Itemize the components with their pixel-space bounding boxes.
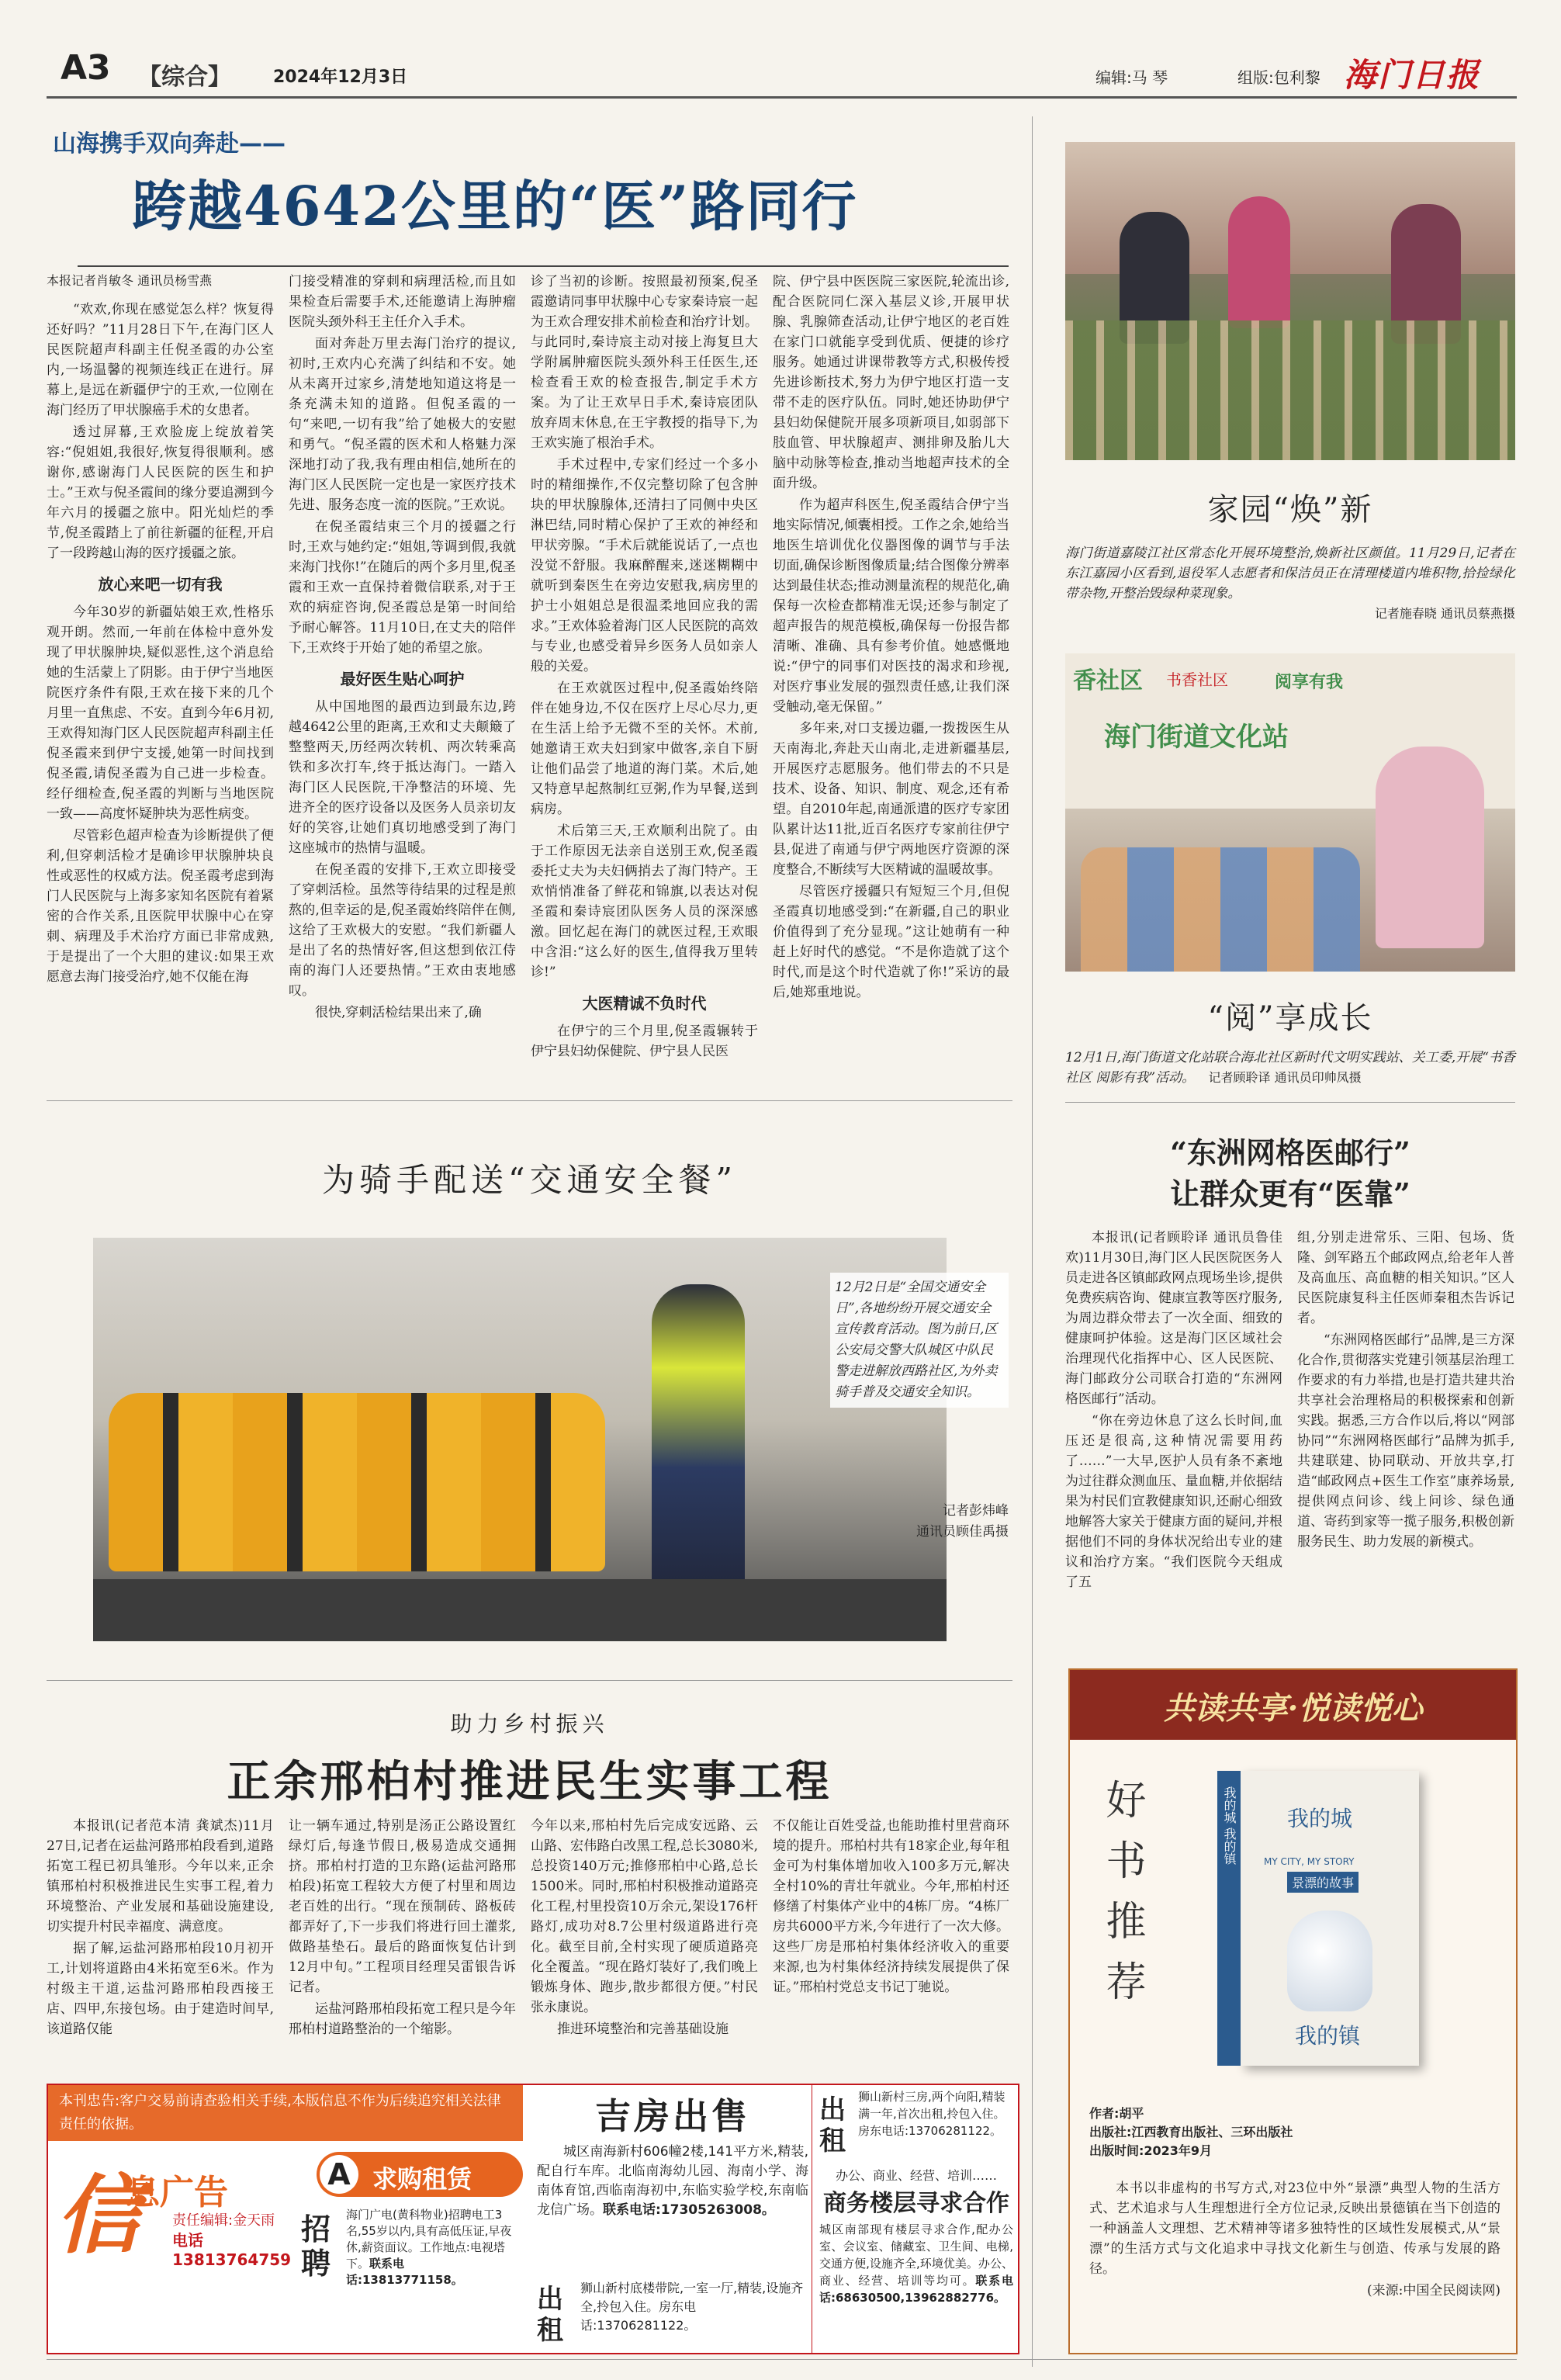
rent-ad-1-zu: 租 [819,2125,846,2157]
post-paragraph: 本报讯(记者顾聆译 通讯员鲁佳欢)11月30日,海门区人民医院医务人员走进各区镇邮政网点现场坐诊,提供免费疾病咨询、健康宣教等医疗服务,为周边群众带去了一次全面、细致的健康呵护体验。这是海门区区域社会治理现代化指挥中心、区人民医院、海门邮政分公司联合打造的“东洲网格医邮行”活动。 [1065,1230,1282,1407]
post-title-2: 让群众更有“医靠” [1170,1176,1410,1211]
section-label: 【综合】 [138,64,231,91]
vertical-divider [1032,116,1033,2367]
book-cover-title-top: 我的城 [1287,1806,1353,1831]
lead-col-4 [773,272,1009,1004]
book-cover-en: MY CITY, MY STORY [1264,1856,1355,1867]
home-caption-text: 海门街道嘉陵江社区常态化开展环境整治,焕新社区颜值。11月29日,记者在东江嘉园小区看到,退役军人志愿者和保洁员正在清理楼道内堆积物,拾捡绿化带杂物,开整治毁绿种菜现象。 [1065,546,1515,601]
traffic-rule-top [47,1100,1012,1101]
ads-block [47,2084,1019,2354]
rent-badge-title: 求购租赁 [372,2164,472,2194]
book-banner [1070,1670,1516,1740]
house-sale-ad [537,2088,808,2267]
village-paragraph: 推进环境整治和完善基础设施 [557,2021,729,2037]
post-title-1: “东洲网格医邮行” [1170,1135,1410,1170]
lead-headline-block [47,116,1010,279]
header-rule [47,96,1517,99]
traffic-photo [93,1238,947,1641]
lead-subhead-1: 放心来吧一切有我 [98,575,223,594]
book-author: 作者:胡平 [1089,2106,1144,2121]
reading-photo [1065,653,1515,972]
home-caption [1065,543,1515,624]
book-meta [1089,2105,1500,2160]
newspaper-logo: 海门日报 [1344,56,1481,94]
village-paragraph: 本报讯(记者范本清 龚斌杰)11月27日,记者在运盐河路邢柏段看到,道路拓宽工程已初具雏形。今年以来,正余镇邢柏村积极推进民生实事工程,着力环境整治、产业发展和基础设施建设,切实提升村民幸福度、满意度。 [47,1818,274,1935]
reading-photo-kids [1081,847,1360,972]
ads-brand [48,2147,312,2269]
village-paragraph: 不仅能让百姓受益,也能助推村里营商环境的提升。邢柏村共有18家企业,每年租金可为村集体增加收入100多万元,解决全村10%的青壮年就业。今年,邢柏村还修缮了村集体产业中的4栋厂房。“4栋厂房共6000平方米,今年进行了一次大修。这些厂房是邢柏村集体经济收入的重要来源,也为村集体经济持续发展提供了保证。”邢柏村党总支书记丁驰说。 [773,1818,1009,1995]
book-source: (来源:中国全民阅读网) [1367,2283,1500,2299]
rent-ad-1-chu: 出 [819,2094,846,2125]
ads-notice: 本刊忠告:客户交易前请查验相关手续,本版信息不作为后续追究相关法律责任的依据。 [48,2085,523,2141]
hiring-zhao: 招 [301,2212,331,2247]
hiring-phone: 联系电话:13813771158。 [346,2257,463,2287]
traffic-caption [830,1273,1009,1543]
traffic-caption-text: 12月2日是“全国交通安全日”,各地纷纷开展交通安全宣传教育活动。图为前日,区公安局交警大队城区中队民警走进解放西路社区,为外卖骑手普及交通安全知识。 [830,1273,1009,1408]
right-col-rule [1065,1102,1515,1103]
lead-paragraph: 多年来,对口支援边疆,一拨拨医生从天南海北,奔赴天山南北,走进新疆基层,开展医疗志愿服务。他们带去的不只是技术、设备、知识、制度、观念,还有希望。自2010年起,南通派遣的医疗专家团队累计达11批,近百名医疗专家前往伊宁县,促进了南通与伊宁两地医疗资源的深度整合,不断续写大医精诚的温暖故事。 [773,721,1009,878]
lead-paragraph: 今年30岁的新疆姑娘王欢,性格乐观开朗。然而,一年前在体检中意外发现了甲状腺肿块,疑似恶性,这个消息给她的生活蒙上了阴影。由于伊宁当地医院医疗条件有限,王欢在接下来的几个月里一直焦虑、不安。直到今年6月初,王欢得知海门区人民医院超声科副主任倪圣霞来到伊宁支援,她第一时间找到倪圣霞,请倪圣霞为自己进一步检查。经仔细检查,倪圣霞的判断与当地医院一致——高度怀疑肿块为恶性病变。 [47,605,274,822]
rent-ad-2-chu: 出 [537,2284,563,2315]
home-photo [1065,142,1515,460]
post-col-1 [1065,1228,1282,1594]
post-paragraph: “东洲网格医邮行”品牌,是三方深化合作,贯彻落实党建引领基层治理工作要求的有力举措,也是打造共建共治共享社会治理格局的积极探索和创新实践。据悉,三方合作以后,将以“网部协同”“东洲网格医邮行”品牌为抓手,共建联建、协同联动、开放共享,打造“邮政网点+医生工作室”康养场景,提供网点问诊、线上问诊、绿色通道、寄药到家等一揽子服务,积极创新服务民生、助力发展的新模式。 [1297,1332,1514,1550]
lead-subhead-3: 大医精诚不负时代 [582,994,707,1013]
book-recommend-label: 好书推荐 [1099,1779,1145,2021]
village-paragraph: 让一辆车通过,特别是汤正公路设置红绿灯后,每逢节假日,极易造成交通拥挤。邢柏村打造的卫东路(运盐河路邢柏段)拓宽工程较大方便了村里和周边老百姓的出行。“现在预制砖、路板砖都弄好了,下一步我们将进行回土灌浆,做路基垫石。最后的路面恢复估计到12月中旬。”工程项目经理吴雷银告诉记者。 [289,1818,516,1995]
village-col-1 [47,1816,274,2041]
traffic-rule-bottom [47,1680,1012,1681]
lead-paragraph: 作为超声科医生,倪圣霞结合伊宁当地实际情况,倾囊相授。工作之余,她给当地医生培训优化仪器图像的调节与手法切面,确保诊断图像质量;结合图像分辨率达到最佳状态;推动测量流程的规范化,确保每一次检查都精准无误;还参与制定了超声报告的规范模板,确保每一份报告都清晰、准确、具有参考价值。她感慨地说:“伊宁的同事们对医技的渴求和珍视,对医疗事业发展的强烈责任感,让我们深受触动,毫无保留。” [773,497,1009,715]
traffic-title: 为骑手配送“交通安全餐” [322,1161,737,1199]
book-desc [1089,2178,1500,2301]
house-sale-body [537,2143,808,2220]
traffic-photo-floor [93,1579,947,1641]
lead-kicker: 山海携手双向奔赴—— [53,130,286,158]
rent-ad-1 [819,2088,1013,2158]
lead-title-rule [78,265,1009,267]
book-spine-text: 我的城 我的镇 [1222,1786,1237,1866]
book-banner-text: 共读共享·悦读悦心 [1163,1690,1423,1727]
lead-byline: 本报记者肖敏冬 通讯员杨雪燕 [47,273,213,288]
reading-credit: 记者顾聆译 通讯员印帅凤摄 [1208,1070,1362,1085]
house-sale-title: 吉房出售 [595,2095,750,2137]
book-spine [1217,1771,1241,2066]
footer-rule [47,2359,1517,2360]
village-col-3 [531,1816,758,2041]
book-publisher: 出版社:江西教育出版社、三环出版社 [1089,2125,1293,2139]
lead-paragraph: 术后第三天,王欢顺利出院了。由于工作原因无法亲自送别王欢,倪圣霞委托丈夫为夫妇俩捎去了海门特产。王欢悄悄准备了鲜花和锦旗,以表达对倪圣霞和秦诗宸团队医务人员的深深感激。回忆起在海门的就医过程,王欢眼中含泪:“这么好的医生,值得我万里转诊!” [531,823,758,980]
layout-credit: 组版:包利黎 [1237,68,1320,87]
lead-subhead-2: 最好医生贴心呵护 [340,670,465,688]
issue-date: 2024年12月3日 [273,68,408,87]
ads-phone: 电话13813764759 [172,2231,292,2269]
reading-sign-2: 书香社区 [1166,670,1228,689]
book-cover-vase [1287,1911,1372,2011]
office-phone: 联系电话:68630500,13962882776。 [819,2274,1013,2305]
traffic-credit-1: 记者彭炜峰 [943,1503,1009,1519]
village-paragraph: 据了解,运盐河路邢柏段10月初开工,计划将道路由4米拓宽至6米。作为村级主干道,运盐河路邢柏段西接王店、四甲,东接包场。由于建造时间早,该道路仅能 [47,1941,274,2037]
ads-editor: 责任编辑:金天雨 [172,2212,275,2229]
home-photo-fence [1065,320,1515,460]
ads-brand-rest: 息广告 [126,2173,228,2212]
lead-paragraph: 在倪圣霞结束三个月的援疆之行时,王欢与她约定:“姐姐,等调到假,我就来海门找你!”在随后的两个多月里,倪圣霞和王欢一直保持着微信联系,对于王欢的病症咨询,倪圣霞总是第一时间给予耐心解答。11月10日,在丈夫的陪伴下,王欢终于开始了她的希望之旅。 [289,519,516,656]
reading-title: “阅”享成长 [1207,1000,1373,1036]
rent-ad-2 [537,2278,808,2347]
lead-paragraph: 透过屏幕,王欢脸庞上绽放着笑容:“倪姐姐,我很好,恢复得很顺利。感谢你,感谢海门人民医院的医生和护士。”王欢与倪圣霞间的缘分要追溯到今年六月的援疆之旅中。阳光灿烂的季节,倪圣霞踏上了前往新疆的征程,开启了一段跨越山海的医疗援疆之旅。 [47,424,274,561]
reading-caption [1065,1048,1515,1088]
lead-col-2 [289,272,516,1024]
rent-ad-2-text: 狮山新村底楼带院,一室一厅,精装,设施齐全,拎包入住。房东电话:13706281122。 [580,2281,804,2333]
hiring-body [346,2207,520,2288]
home-photo-person [1228,196,1290,328]
reading-sign-3: 海门街道文化站 [1104,722,1289,753]
lead-col-3 [531,272,758,1063]
village-paragraph: 运盐河路邢柏段拓宽工程只是今年邢柏村道路整治的一个缩影。 [289,2001,516,2037]
lead-col-1 [47,272,274,989]
book-cover-sub: 景漂的故事 [1287,1872,1359,1893]
lead-paragraph: 手术过程中,专家们经过一个多小时的精细操作,不仅完整切除了包含肿块的甲状腺腺体,还清扫了同侧中央区淋巴结,同时精心保护了王欢的神经和甲状旁腺。“手术后就能说话了,一点也没觉不舒服。我麻醉醒来,迷迷糊糊中就听到秦医生在旁边安慰我,病房里的护士小姐姐总是很温柔地回应我的需求。”王欢体验着海门区人民医院的高效与专业,也感受着异乡医务人员如亲人般的关爱。 [531,457,758,674]
reading-sign-4: 阅享有我 [1275,672,1344,692]
hiring-pin: 聘 [301,2246,331,2281]
book-cover [1222,1771,1419,2066]
post-col-2 [1297,1228,1514,1554]
office-ad [819,2166,1013,2348]
home-credit: 记者施春晓 通讯员蔡燕摄 [1374,606,1515,621]
hiring-ad [296,2205,523,2345]
village-col-2 [289,1816,516,2041]
office-body [819,2221,1013,2306]
village-paragraph: 今年以来,邢柏村先后完成安远路、云山路、宏伟路白改黑工程,总长3080米,总投资140万元;推修邢柏中心路,总长1500米。同时,邢柏村积极推动道路亮化工程,村里投资10万余元,架设176杆路灯,成功对8.7公里村级道路进行亮化。截至目前,全村实现了硬质道路亮化全覆盖。“现在路灯装好了,我们晚上锻炼身体、跑步,散步都很方便。”村民张永康说。 [531,1818,758,2015]
lead-paragraph: 很快,穿刺活检结果出来了,确 [315,1005,482,1020]
traffic-photo-officer [652,1284,745,1618]
office-kicker: 办公、商业、经营、培训…… [835,2168,997,2183]
lead-paragraph: 在王欢就医过程中,倪圣霞始终陪伴在她身边,不仅在医疗上尽心尽力,更在生活上给予无微不至的关怀。术前,她邀请王欢夫妇到家中做客,亲自下厨让他们品尝了地道的海门菜。术后,她又特意早起熬制红豆粥,作为早餐,送到病房。 [531,681,758,817]
book-desc-text: 本书以非虚构的书写方式,对23位中外“景漂”典型人物的生活方式、艺术追求与人生理想进行全方位记录,反映出景德镇在当下创造的一种涵盖人文理想、艺术精神等诸多独特性的区域性发展模式,从“景漂”的生活方式与文化追求中寻找文化新生与创造、传承与发展的路径。 [1089,2181,1500,2277]
house-sale-text: 城区南海新村606幢2楼,141平方米,精装,配自行车库。北临南海幼儿园、海南小学、海南体育馆,西临南海初中,东临实验学校,东南临龙信广场。 [537,2144,808,2218]
lead-paragraph: 院、伊宁县中医医院三家医院,轮流出诊,配合医院同仁深入基层义诊,开展甲状腺、乳腺筛查活动,让伊宁地区的老百姓在家门口就能享受到优质、便捷的诊疗服务。她通过讲课带教等方式,积极传授先进诊断技术,努力为伊宁地区打造一支带不走的医疗队伍。同时,她还协助伊宁县妇幼保健院开展多项新项目,如弱部下肢血管、甲状腺超声、测排卵及胎儿大脑中动脉等检查,推动当地超声技术的全面升级。 [773,274,1009,491]
lead-paragraph: 面对奔赴万里去海门治疗的提议,初时,王欢内心充满了纠结和不安。她从未离开过家乡,清楚地知道这将是一条充满未知的道路。但倪圣霞的一句“来吧,一切有我”给了她极大的安慰和勇气。“倪圣霞的医术和人格魅力深深地打动了我,我有理由相信,她所在的海门区人民医院一定也是一家医疗技术先进、服务态度一流的医院。”王欢说。 [289,336,516,513]
office-text: 城区南部现有楼层寻求合作,配办公室、会议室、储藏室、卫生间、电梯,交通方便,设施齐全,环境优美。办公、商业、经营、培训等均可。 [819,2222,1013,2288]
reading-sign [1073,661,1383,793]
reading-photo-person [1376,747,1484,948]
house-sale-phone: 联系电话:17305263008。 [603,2202,775,2218]
lead-paragraph: “欢欢,你现在感觉怎么样？恢复得还好吗？”11月28日下午,在海门区人民医院超声科副主任倪圣霞的办公室内,一场温馨的视频连线正在进行。屏幕上,是远在新疆伊宁的王欢,一位刚在海门经历了甲状腺癌手术的女患者。 [47,302,274,418]
hiring-text: 海门广电(黄科物业)招聘电工3名,55岁以内,具有高低压证,早夜休,薪资面议。工作地点:电视塔下。 [346,2208,512,2271]
rent-ad-1-text: 狮山新村三房,两个向阳,精装满一年,首次出租,拎包入住。房东电话:13706281122。 [858,2090,1005,2138]
book-pubdate: 出版时间:2023年9月 [1089,2143,1213,2158]
post-paragraph: 组,分别走进常乐、三阳、包场、货隆、剑军路五个邮政网点,给老年人普及高血压、高血糖的相关知识。”区人民医院康复科主任医师秦租杰告诉记者。 [1297,1230,1514,1326]
office-title: 商务楼层寻求合作 [823,2190,1009,2217]
ads-brand-xin: 信 [56,2165,141,2265]
village-kicker: 助力乡村振兴 [450,1711,609,1737]
village-title: 正余邢柏村推进民生实事工程 [227,1756,832,1807]
page-header [47,48,1521,95]
home-title: 家园“焕”新 [1207,492,1373,528]
rent-badge-letter: A [320,2155,358,2194]
lead-title: 跨越4642公里的“医”路同行 [132,174,858,238]
lead-paragraph: 尽管彩色超声检查为诊断提供了便利,但穿刺活检才是确诊甲状腺肿块良性或恶性的权威方法。倪圣霞考虑到海门人民医院与上海多家知名医院有着紧密的合作关系,且医院甲状腺中心在穿刺、病理及手术治疗方面已非常成熟,于是提出了一个大胆的建议:如果王欢愿意去海门接受治疗,她不仅能在海 [47,828,274,985]
rent-ad-2-zu: 租 [537,2315,563,2346]
traffic-photo-riders [109,1393,605,1571]
book-box [1068,1668,1518,2354]
traffic-credit-2: 通讯员顾佳禹摄 [916,1524,1009,1540]
lead-paragraph: 在伊宁的三个月里,倪圣霞辗转于伊宁县妇幼保健院、伊宁县人民医 [531,1024,758,1059]
book-cover-title-bottom: 我的镇 [1295,2023,1361,2049]
lead-paragraph: 从中国地图的最西边到最东边,跨越4642公里的距离,王欢和丈夫颠簸了整整两天,历经两次转机、两次转乘高铁和多次打车,终于抵达海门。一踏入海门区人民医院,干净整洁的环境、先进齐全的医疗设备以及医务人员亲切友好的笑容,让她们真切地感受到了海门这座城市的热情与温暖。 [289,699,516,856]
lead-paragraph: 尽管医疗援疆只有短短三个月,但倪圣霞真切地感受到:“在新疆,自己的职业价值得到了充分显现。”这让她萌有一种赶上好时代的感觉。“不是你造就了这个时代,而是这个时代造就了你!”采访的最后,她郑重地说。 [773,884,1009,1000]
editor-credit: 编辑:马 琴 [1095,68,1168,87]
page-number: A3 [61,48,111,88]
post-paragraph: “你在旁边休息了这么长时间,血压还是很高,这种情况需要用药了……”一大早,医护人员有条不紊地为过往群众测血压、量血糖,并依据结果为村民们宣教健康知识,还耐心细致地解答大家关于健康方面的疑问,并根据他们不同的身体状况给出专业的建议和治疗方案。“我们医院今天组成了五 [1065,1413,1282,1590]
reading-caption-text: 12月1日,海门街道文化站联合海北社区新时代文明实践站、关工委,开展“书香社区 阅影有我”活动。 [1065,1050,1515,1086]
village-col-4 [773,1816,1009,1999]
reading-sign-1: 香社区 [1073,667,1143,695]
lead-paragraph: 门接受精准的穿刺和病理活检,而且如果检查后需要手术,还能邀请上海肿瘤医院头颈外科王主任介入手术。 [289,274,516,330]
lead-paragraph: 诊了当初的诊断。按照最初预案,倪圣霞邀请同事甲状腺中心专家秦诗宸一起为王欢合理安排术前检查和治疗计划。与此同时,秦诗宸主动对接上海复旦大学附属肿瘤医院头颈外科王任医生,还检查看王欢的检查报告,制定手术方案。为了让王欢早日手术,秦诗宸团队放弃周末休息,在王宇教授的指导下,为王欢实施了根治手术。 [531,274,758,451]
lead-paragraph: 在倪圣霞的安排下,王欢立即接受了穿刺活检。虽然等待结果的过程是煎熬的,但幸运的是,倪圣霞始终陪伴在侧,这给了王欢极大的安慰。“我们新疆人是出了名的热情好客,但这想到依江侍南的海门人还要热情。”王欢由衷地感叹。 [289,862,516,999]
rent-badge [317,2152,523,2197]
